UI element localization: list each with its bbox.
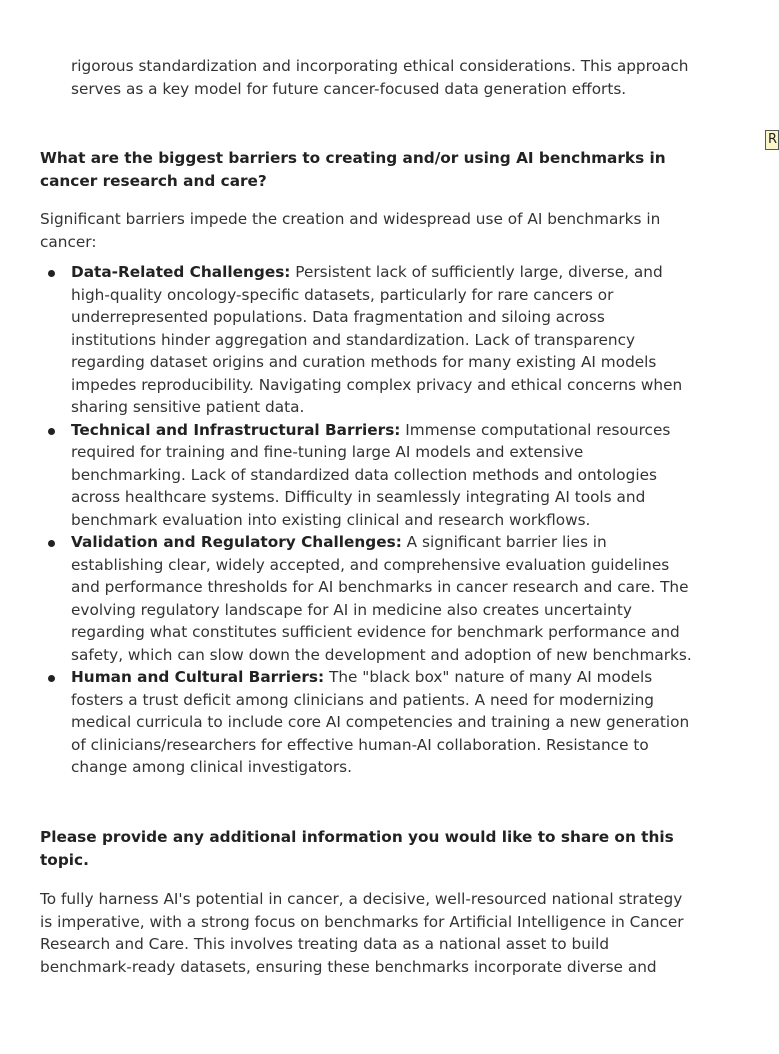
bullet-heading: Data-Related Challenges:: [71, 263, 291, 281]
bullet-heading: Validation and Regulatory Challenges:: [71, 533, 402, 551]
list-item: [40, 419, 692, 532]
question-heading-additional-info: [40, 826, 674, 871]
bullet-dot-icon: [48, 428, 55, 435]
bullet-line: safety, which can slow down the development and adoption of new benchmarks.: [71, 645, 692, 664]
paragraph-line: serves as a key model for future cancer-focused data generation efforts.: [71, 79, 627, 98]
bullet-line: regarding dataset origins and curation methods for many existing AI models: [71, 353, 657, 371]
margin-comment-marker[interactable]: [765, 130, 779, 150]
paragraph-line: cancer:: [40, 232, 97, 251]
paragraph-line: To fully harness AI's potential in cancer, a decisive, well-resourced national strategy: [40, 890, 683, 908]
bullet-line: medical curricula to include core AI competencies and training a new generation: [71, 713, 690, 731]
paragraph-line: rigorous standardization and incorporating ethical considerations. This approach: [71, 57, 689, 75]
list-item: [40, 261, 692, 419]
bullet-text: Immense computational resources: [400, 420, 671, 439]
list-item: [40, 531, 692, 666]
bullet-text: The "black box" nature of many AI models: [324, 668, 653, 686]
margin-comment-marker-label: R: [768, 132, 778, 147]
list-item: [40, 666, 692, 779]
bullet-text: Persistent lack of sufficiently large, diverse, and: [290, 263, 663, 281]
bullet-dot-icon: [48, 675, 55, 682]
bullet-line: benchmarking. Lack of standardized data collection methods and ontologies: [71, 465, 657, 484]
bullet-line: and performance thresholds for AI benchmarks in cancer research and care. The: [71, 578, 689, 596]
bullet-line: institutions hinder aggregation and standardization. Lack of transparency: [71, 330, 636, 349]
bullet-text: A significant barrier lies in: [401, 533, 607, 551]
bullet-line: of clinicians/researchers for effective human-AI collaboration. Resistance to: [71, 735, 649, 754]
barriers-list: [40, 261, 692, 779]
paragraph-line: is imperative, with a strong focus on benchmarks for Artificial Intelligence in Cancer: [40, 912, 684, 931]
bullet-heading: Human and Cultural Barriers:: [71, 668, 325, 686]
bullet-line: across healthcare systems. Difficulty in seamlessly integrating AI tools and: [71, 488, 646, 506]
paragraph-line: benchmark-ready datasets, ensuring these benchmarks incorporate diverse and: [40, 957, 657, 976]
bullet-line: impedes reproducibility. Navigating complex privacy and ethical concerns when: [71, 375, 683, 394]
heading-line: cancer research and care?: [40, 171, 267, 190]
heading-line: What are the biggest barriers to creating and/or using AI benchmarks in: [40, 149, 666, 167]
bullet-line: benchmark evaluation into existing clinical and research workflows.: [71, 510, 591, 529]
bullet-line: regarding what constitutes sufficient evidence for benchmark performance and: [71, 623, 680, 641]
bullet-dot-icon: [48, 540, 55, 547]
question-heading-barriers: [40, 147, 666, 192]
bullet-line: sharing sensitive patient data.: [71, 398, 305, 416]
paragraph-line: Research and Care. This involves treating data as a national asset to build: [40, 935, 610, 953]
bullet-dot-icon: [48, 270, 55, 277]
continuation-paragraph: [71, 55, 688, 100]
final-paragraph: [40, 888, 684, 978]
bullet-line: evolving regulatory landscape for AI in medicine also creates uncertainty: [71, 600, 632, 619]
paragraph-line: Significant barriers impede the creation and widespread use of AI benchmarks in: [40, 210, 661, 228]
bullet-line: underrepresented populations. Data fragmentation and siloing across: [71, 308, 605, 326]
bullet-line: establishing clear, widely accepted, and comprehensive evaluation guidelines: [71, 555, 670, 574]
heading-line: Please provide any additional information you would like to share on this: [40, 828, 674, 846]
intro-paragraph: [40, 208, 660, 253]
bullet-line: fosters a trust deficit among clinicians and patients. A need for modernizing: [71, 690, 654, 709]
heading-line: topic.: [40, 850, 89, 869]
bullet-line: required for training and fine-tuning large AI models and extensive: [71, 443, 584, 461]
bullet-line: change among clinical investigators.: [71, 758, 352, 776]
bullet-heading: Technical and Infrastructural Barriers:: [71, 420, 401, 439]
bullet-line: high-quality oncology-specific datasets, particularly for rare cancers or: [71, 285, 614, 304]
